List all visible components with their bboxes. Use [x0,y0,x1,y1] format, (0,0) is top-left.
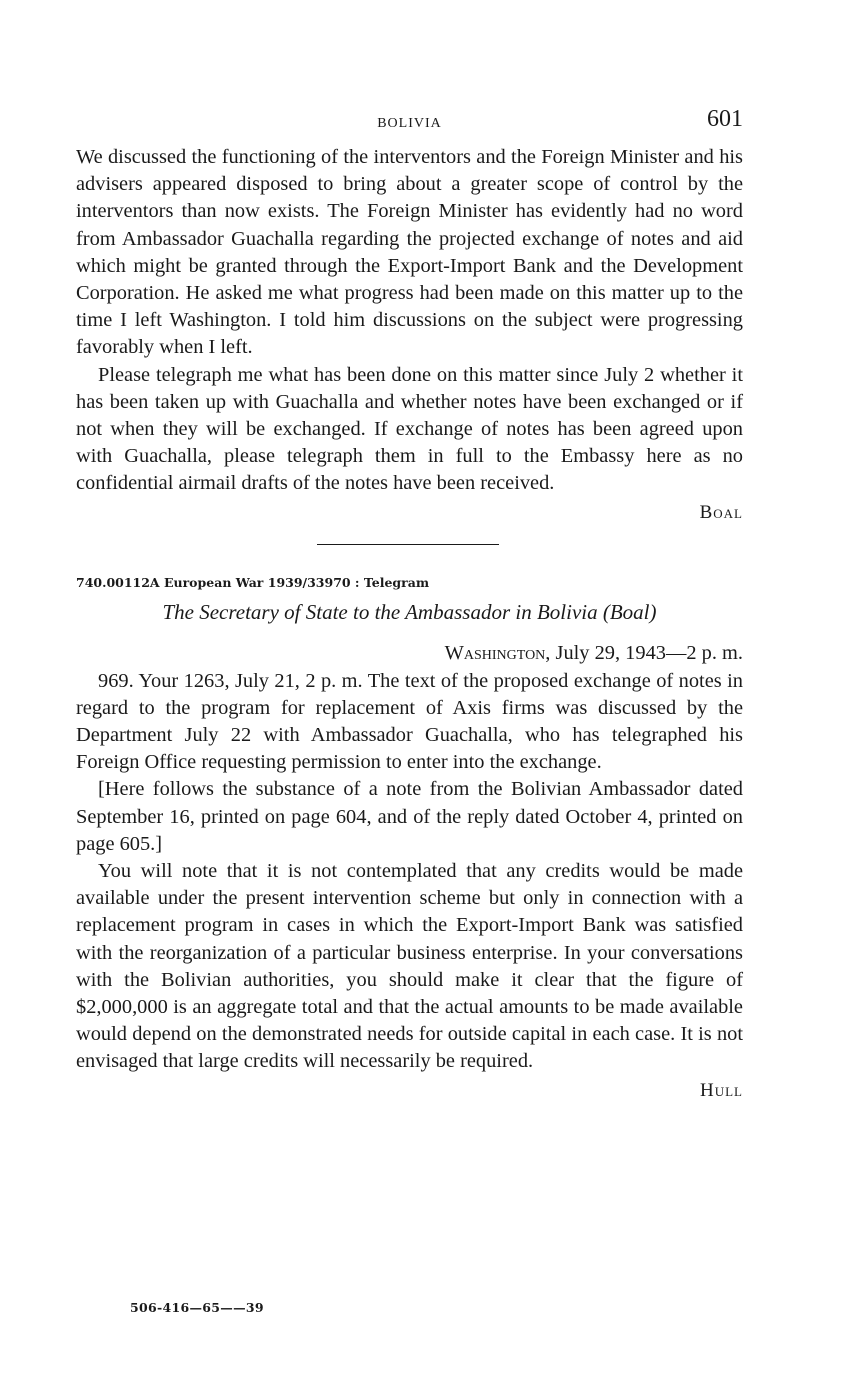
divider-rule [317,544,499,545]
paragraph: You will note that it is not contemplated that any credits would be made available under the present intervention scheme but only in connection with a replacement program in cases in which the Export-Import Bank was satisfied with the reorganization of a particular business enterprise. In your conversations with the Bolivian authorities, you should make it clear that the figure of $2,000,000 is an aggregate total and that the actual amounts to be made available would depend on the demonstrated needs for outside capital in each case. It is not envisaged that large credits will necessarily be required. [76,860,743,1073]
signature-hull: Hull [700,1079,743,1101]
document-title: The Secretary of State to the Ambassador in Bolivia (Boal) [162,599,657,624]
signature-boal: Boal [699,501,743,523]
dateline-place: Washington, [444,641,551,664]
dateline [76,638,743,668]
dateline-date: July 29, 1943—2 p. m. [550,641,743,664]
file-number: 740.00112A European War 1939/33970 : Telegram [76,574,430,590]
paragraph: [Here follows the substance of a note from the Bolivian Ambassador dated September 16, printed on page 604, and of the reply dated October 4, printed on page 605.] [76,778,743,855]
running-title: BOLIVIA [377,116,442,131]
section-divider [76,528,743,572]
running-head [76,100,743,144]
document-page [76,100,743,1106]
paragraph: Please telegraph me what has been done on this matter since July 2 whether it has been taken up with Guachalla and whether notes have been exchanged or if not when they will be exchanged. If exchange of notes has been agreed upon with Guachalla, please telegraph them in full to the Embassy here as no confidential airmail drafts of the notes have been received. [76,363,743,495]
paragraph: We discussed the functioning of the interventors and the Foreign Minister and his advisers appeared disposed to bring about a greater scope of control by the interventors than now exists. The Foreign Minister has evidently had no word from Ambassador Guachalla regarding the projected exchange of notes and aid which might be granted through the Export-Import Bank and the Development Corporation. He asked me what progress had been made on this matter up to the time I left Washington. I told him discussions on the subject were progressing favorably when I left. [76,146,743,359]
page-number: 601 [707,106,743,132]
printer-code: 506-416—65——39 [130,1300,264,1315]
paragraph: 969. Your 1263, July 21, 2 p. m. The text of the proposed exchange of notes in regard to the program for replacement of Axis firms was discussed by the Department July 22 with Ambassador Guachalla, who has telegraphed his Foreign Office requesting permission to enter into the exchange. [76,669,743,774]
